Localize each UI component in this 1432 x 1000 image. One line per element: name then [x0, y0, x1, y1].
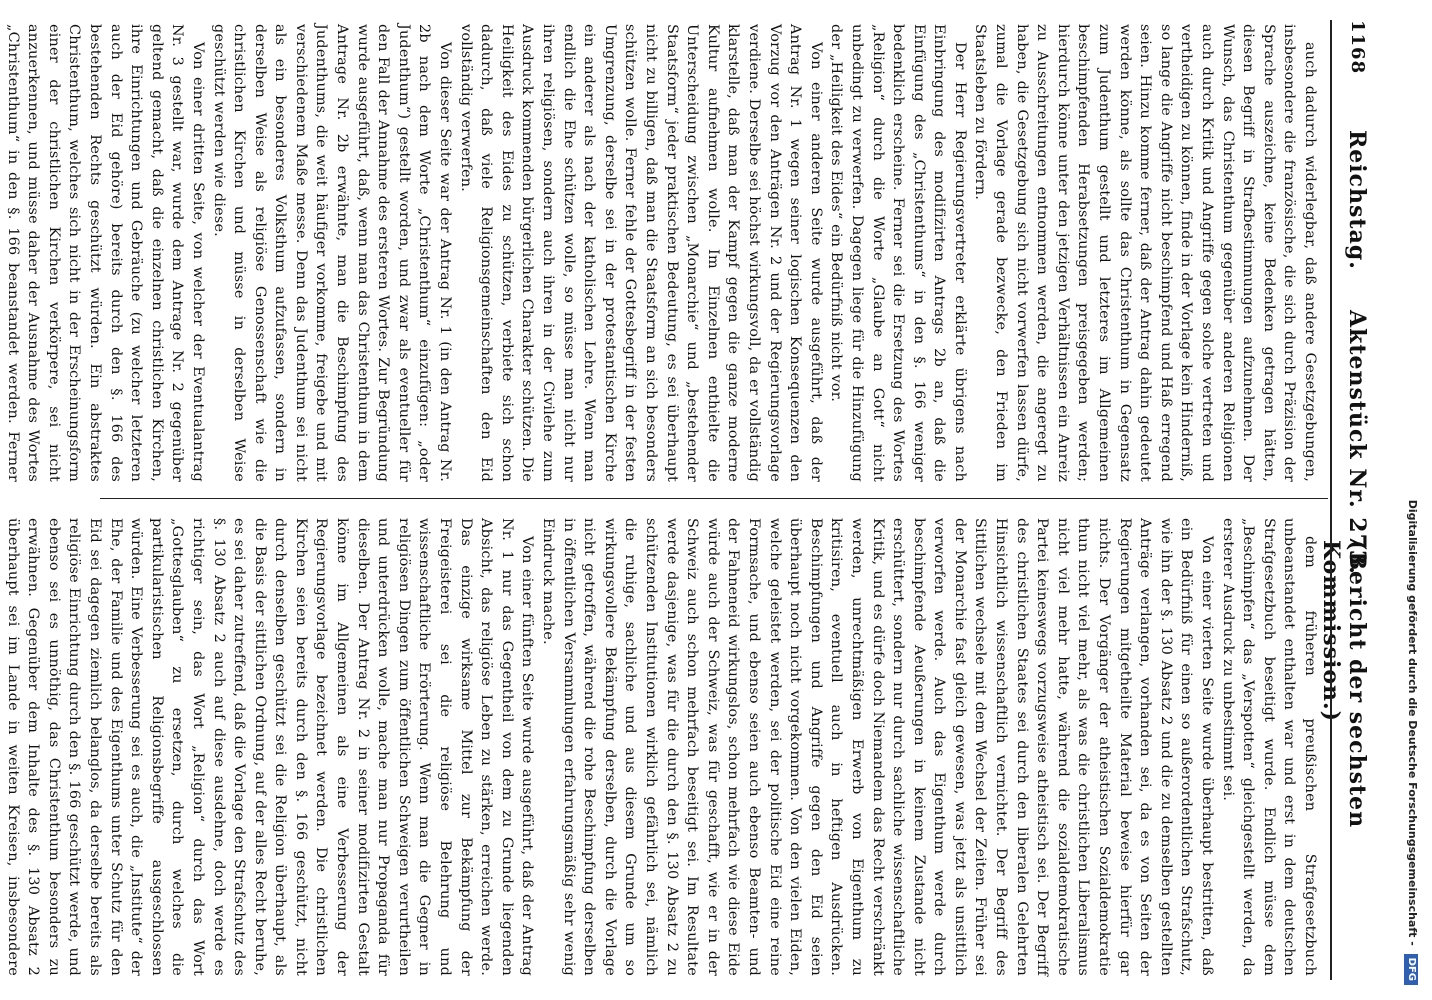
header-report-title: (Bericht der sechsten Kommission.): [1318, 540, 1370, 829]
right-paragraph: Von einer vierten Seite wurde überhaupt bestritten, daß ein Bedürfniß für einen so außerordentlichen Strafschutz, wie ihn der §. 130 Absatz 2 und die zu demselben gestellten Anträge verlangen, vorhanden sei, da es von Seiten der Regierungen mitgetheilte Material beweise hierfür gar nichts. Der Vorgänger der atheistischen Sozialdemokratie thun nicht viel mehr, als was die christlichen Liberalismus nicht viel mehr hatte, während die sozialdemokratische Partei keineswegs vorzugsweise atheistisch sei. Der Begriff des christlichen Staates sei durch den liberalen Gelehrten Hinsichtlich wissenschaftlich vernichtet. Der Begriff des Sittlichen wechsele mit dem Wechsel der Zeiten. Früher sei der Monarchie fast gleich gewesen, was jetzt als unsittlich verworfen werde. Auch das Eigenthum werde durch beschimpfende Aeußerungen in keinem Zustande nicht erschüttert, sondern nur durch sachliche wissenschaftliche Kritik, und es dürfe doch Niemandem das Recht verschränkt werden, unrechtmäßigen Erwerb von Eigenthum zu kritisiren, eventuell auch in heftigen Ausdrücken. Beschimpfungen und Angriffe gegen den Eid seien überhaupt noch nicht vorgekommen. Von den vielen Eiden, welche geleistet werden, sei der politische Eid eine reine Formsache, und ebenso seien auch ebenso Beamten- und der Fahneneid wirkungslos, schon mehrfach wie diese Eide würde auch der Schweiz, was für geschafft, wie er in der Schweiz auch schon mehrfach beseitigt sei. Im Resultate werde dasjenige, was für die durch den §. 130 Absatz 2 zu schützenden Institutionen wirklich gefährlich sei, nämlich die ruhige, sachliche und aus diesem Grunde um so wirkungsvollere Bekämpfung derselben, durch die Vorlage nicht getroffen, während die rohe Beschimpfung derselben in öffentlichen Versammlungen erfahrungsmäßig sehr wenig Eindruck mache.: [540, 518, 1216, 976]
left-paragraph: Von einer dritten Seite, von welcher der Eventualantrag Nr. 3 gestellt war, wurde dem Antrage Nr. 2 gegenüber geltend gemacht, daß die einzelnen christlichen Kirchen, ihre Einrichtungen und Gebräuche (zu welcher letzteren auch der Eid gehöre) bereits durch den §. 166 des bestehenden Rechts geschützt würden. Ein abstraktes Christenthum, welches sich nicht in der Erscheinungsform einer der christlichen Kirchen verkörpere, sei nicht anzuerkennen, und müsse daher der Ausnahme des Wortes „Christenthum“ in den §. 166 beanstandet werden. Ferner: [4, 24, 206, 482]
page-header: [1318, 20, 1374, 980]
dfg-logo: DFG: [1404, 954, 1418, 985]
page-number: 1168: [1347, 20, 1368, 75]
header-rule: [1330, 20, 1332, 980]
column-divider: [100, 498, 1328, 499]
left-paragraph: Von einer anderen Seite wurde ausgeführt, daß der Antrag Nr. 1 wegen seiner logischen Konsequenzen den Vorzug vor den Anträgen Nr. 2 und der Regierungsvorlage verdiene. Derselbe sei höchst wirkungsvoll, da er vollständig klarstelle, daß man der Kampf gegen die ganze moderne Kultur aufnehmen wolle. Im Einzelnen enthielte die Unterscheidung zwischen „Monarchie“ und „bestehender Staatsform“ jeder praktischen Bedeutung, es sei überhaupt nicht zu billigen, daß man die Staatsform an sich besonders schützen wolle. Ferner fehle der Gottesbegriff in der festen Umgrenzung, derselbe sei in der protestantischen Kirche ein anderer als nach der katholischen Lehre. Wenn man endlich die Ehe schützen wolle, so müsse man nicht nur ihren religiösen, sondern auch ihren in der Civilehe zum Ausdruck kommenden bürgerlichen Charakter schützen. Die Heiligkeit des Eides zu schützen, verbiete sich schon dadurch, daß viele Religionsgemeinschaften den Eid vollständig verwerfen.: [457, 24, 824, 482]
left-paragraph: Von dieser Seite war der Antrag Nr. 1 (in den Antrag Nr. 2b nach dem Worte „Christenthum“ einzufügen: „oder Judenthum“) gestellt worden, und zwar als eventueller für den Fall der Annahme des ersteren Wortes. Zur Begründung wurde ausgeführt, daß, wenn man das Christenthum in dem Antrage Nr. 2b erwähnte, man die Beschimpfung des Judenthums, die weit häufiger vorkomme, freigebe und mit verschiedenem Maße messe. Denn das Judenthum sei nicht als ein besonderes Volksthum aufzufassen, sondern in derselben Weise als religiöse Genossenschaft wie die christlichen Kirchen und müsse in derselben Weise geschützt werden wie diese.: [210, 24, 454, 482]
right-paragraph: dem früheren preußischen Strafgesetzbuch unbeanstandet enthalten war und erst in dem deutschen Strafgesetzbuch beseitigt wurde. Endlich müsse dem „Beschimpfen“ das „Verspotten“ gleichgestellt werden, da ersterer Ausdruck zu unbestimmt sei.: [1219, 518, 1318, 976]
header-left-title: Reichstag.: [1344, 130, 1370, 270]
right-paragraph: Von einer fünften Seite wurde ausgeführt, daß der Antrag Nr. 1 nur das Gegentheil von dem zu Grunde liegenden Absicht, das religiöse Leben zu stärken, erreichen werde. Das einzige wirksame Mittel zur Bekämpfung der Freigeisterei sei die religiöse Belehrung und wissenschaftliche Erörterung. Wenn man die Gegner in religiösen Dingen zum öffentlichen Schweigen verurtheilen und unterdrücken wolle, mache man nur Propaganda für dieselben. Der Antrag Nr. 2 in seiner modifizirten Gestalt könne im Allgemeinen als eine Verbesserung der Regierungsvorlage bezeichnet werden. Die christlichen Kirchen seien bereits durch den §. 166 geschützt, nicht durch denselben geschützt sei die Religion überhaupt, als die Basis der sittlichen Ordnung, auf der alles Recht beruhe, es sei daher zutreffend, daß die Vorlage den Strafschutz des §. 130 Absatz 2 auch auf diese ausdehne, doch werde es richtiger sein, das Wort „Religion“ durch das Wort „Gottesglauben“ zu ersetzen, durch welches die partikularistischen Religionsbegriffe ausgeschlossen würden. Eine Verbesserung sei es auch, die „Institute“ der Ehe, der Familie und des Eigenthums unter Schutz für den Eid sei dagegen ziemlich belanglos, da derselbe bereits als religiöse Einrichtung durch den §. 166 geschützt werde, und ebenso sei es unnöthig, das Christenthum besonders zu erwähnen. Gegenüber dem Inhalte des §. 130 Absatz 2 überhaupt sei im Lande in weiten Kreisen, insbesondere: [4, 518, 536, 976]
newspaper-page: [4, 0, 1390, 1000]
left-paragraph: Der Herr Regierungsvertreter erklärte übrigens nach Einbringung des modifizirten Antrags 2b an, daß die Einfügung des „Christenthums“ in den §. 166 weniger bedenklich erscheine. Ferner sei die Ersetzung des Wortes „Religion“ durch die Worte „Glaube an Gott“ nicht unbedingt zu verwerfen. Dagegen liege für die Hinzufügung der „Heiligkeit des Eides“ ein Bedürfniß nicht vor.: [828, 24, 968, 482]
header-document-number: Aktenstück Nr. 273.: [1344, 310, 1370, 575]
digitization-credit: [1395, 8, 1429, 993]
credit-text: Digitalisierung gefördert durch die Deutsche Forschungsgemeinschaft -: [1406, 499, 1419, 946]
left-paragraph: auch dadurch widerlegbar, daß andere Gesetzgebungen, insbesondere die französische, die sich durch Präzision der Sprache auszeichne, keine Bedenken getragen hätten, diesen Begriff in Strafbestimmungen aufzunehmen. Der Wunsch, das Christenthum gegenüber anderen Religionen auch durch Kritik und Angriffe gegen solche vertreten und vertheidigen zu können, finde in der Vorlage kein Hinderniß, so lange die Angriffe nicht beschimpfend und Haß erregend seien. Hinzu komme ferner, daß der Antrag dahin gedeutet werden könne, als sollte das Christenthum in Gegensatz zum Judenthum gestellt und letzteres im Allgemeinen beschimpfenden Herabsetzungen preisgegeben werden; hierdurch könne unter den jetzigen Verhältnissen ein Anreiz zu Ausschreitungen entnommen werden, die angeregt zu haben, die Gesetzgebung sich nicht vorwerfen lassen dürfe, zumal die Vorlage gerade bezwecke, den Frieden im Staatsleben zu fördern.: [972, 24, 1318, 482]
left-column: [4, 24, 1320, 482]
right-column: [4, 518, 1320, 976]
